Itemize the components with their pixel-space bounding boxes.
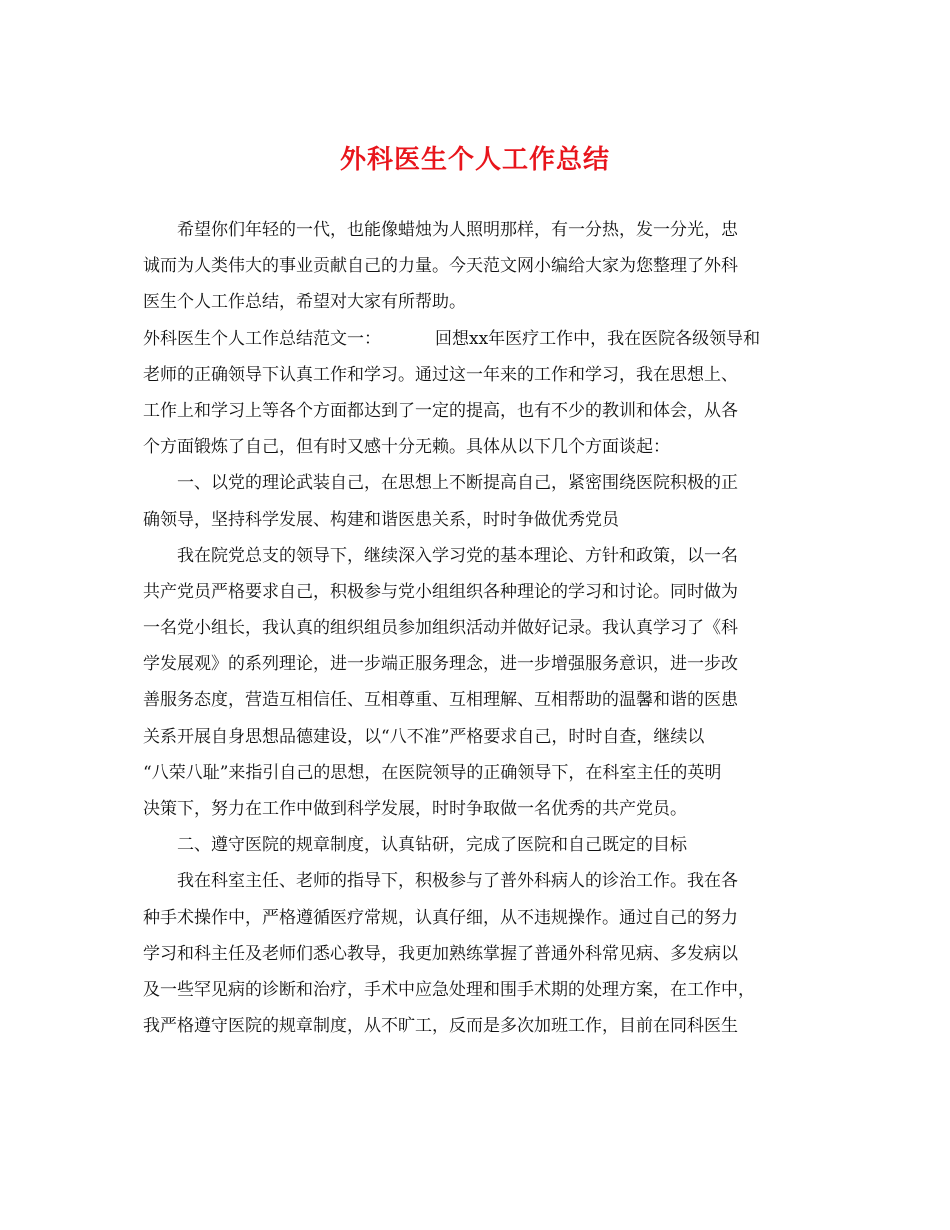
paragraph-line: 善服务态度，营造互相信任、互相尊重、互相理解、互相帮助的温馨和谐的医患 (143, 690, 738, 711)
paragraph-line: 工作上和学习上等各个方面都达到了一定的提高，也有不少的教训和体会，从各 (143, 400, 738, 421)
paragraph-line: 希望你们年轻的一代，也能像蜡烛为人照明那样，有一分热，发一分光，忠 (177, 220, 738, 240)
paragraph-line: 我严格遵守医院的规章制度，从不旷工，反而是多次加班工作，目前在同科医生 (143, 1016, 738, 1037)
section-heading-line: 一、以党的理论武装自己，在思想上不断提高自己，紧密围绕医院积极的正 (177, 473, 738, 494)
paragraph-line: 种手术操作中，严格遵循医疗常规，认真仔细，从不违规操作。通过自己的努力 (143, 907, 738, 928)
paragraph-line: 决策下，努力在工作中做到科学发展，时时争取做一名优秀的共产党员。 (143, 799, 687, 819)
sample-heading: 外科医生个人工作总结范文一： (143, 328, 381, 349)
document-body (143, 212, 805, 1044)
section-heading-line: 确领导，坚持科学发展、构建和谐医患关系，时时争做优秀党员 (143, 509, 619, 530)
paragraph-line: 及一些罕见病的诊断和治疗，手术中应急处理和围手术期的处理方案，在工作中， (143, 979, 755, 1000)
paragraph-line: 关系开展自身思想品德建设，以“八不准”严格要求自己，时时自查，继续以 (143, 726, 705, 747)
paragraph-line: 我在科室主任、老师的指导下，积极参与了普外科病人的诊治工作。我在各 (177, 871, 738, 892)
paragraph-line: “八荣八耻”来指引自己的思想，在医院领导的正确领导下，在科室主任的英明 (143, 762, 722, 783)
paragraph-line: 医生个人工作总结，希望对大家有所帮助。 (143, 292, 466, 313)
section-heading-line: 二、遵守医院的规章制度，认真钻研，完成了医院和自己既定的目标 (177, 835, 687, 856)
paragraph-line: 诚而为人类伟大的事业贡献自己的力量。今天范文网小编给大家为您整理了外科 (143, 256, 738, 277)
paragraph-line: 回想xx年医疗工作中，我在医院各级领导和 (435, 328, 761, 349)
paragraph-line: 学发展观》的系列理论，进一步端正服务理念，进一步增强服务意识，进一步改 (143, 654, 738, 675)
sample-heading-line (143, 321, 805, 357)
paragraph-line: 一名党小组长，我认真的组织组员参加组织活动并做好记录。我认真学习了《科 (143, 618, 738, 639)
paragraph-line: 共产党员严格要求自己，积极参与党小组组织各种理论的学习和讨论。同时做为 (143, 581, 738, 602)
paragraph-line: 个方面锻炼了自己，但有时又感十分无赖。具体从以下几个方面谈起： (143, 437, 670, 458)
paragraph-line: 学习和科主任及老师们悉心教导，我更加熟练掌握了普通外科常见病、多发病以 (143, 943, 738, 964)
paragraph-line: 老师的正确领导下认真工作和学习。通过这一年来的工作和学习，我在思想上、 (143, 364, 738, 385)
paragraph-line: 我在院党总支的领导下，继续深入学习党的基本理论、方针和政策，以一名 (177, 545, 738, 566)
document-title: 外科医生个人工作总结 (339, 145, 610, 175)
